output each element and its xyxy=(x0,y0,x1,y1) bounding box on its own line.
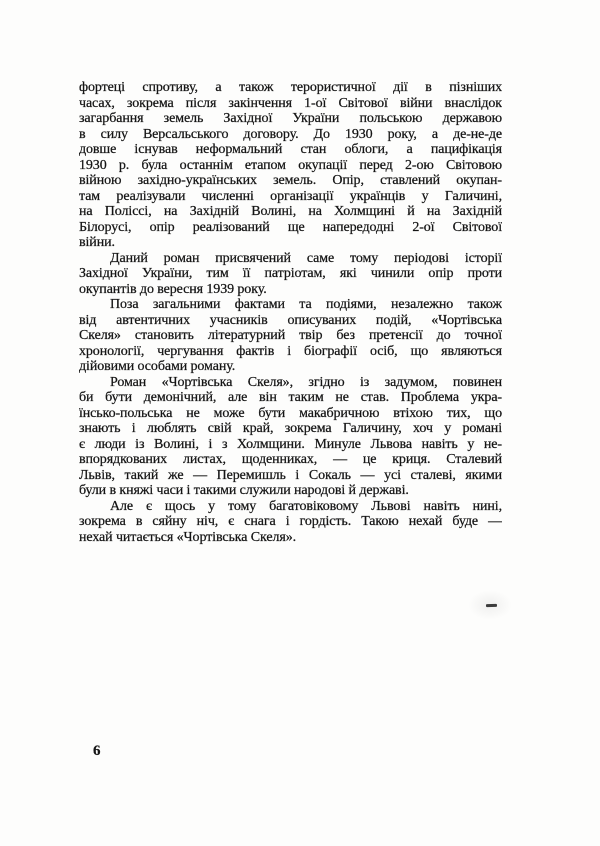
text-line: 1930 р. була останнім етапом окупації перед 2-ою Світовою xyxy=(79,157,502,173)
text-line: в силу Версальського договору. До 1930 року, а де-не-де xyxy=(79,126,502,142)
page-number: 6 xyxy=(93,743,101,759)
text-line: на Поліссі, на Західній Волині, на Холмщині й на Західній xyxy=(79,204,502,219)
text-line: Західної України, тим її патріотам, які чинили опір проти xyxy=(79,266,502,281)
text-line: були в княжі часи і такими служили народові й державі. xyxy=(79,483,409,498)
text-line: Але є щось у тому багатовіковому Львові навіть нині, xyxy=(110,498,502,514)
text-line: війни. xyxy=(79,235,115,250)
text-line: їнсько-польська не може бути макабричною втіхою тих, що xyxy=(79,405,502,421)
text-line: Скеля» становить літературний твір без претенсії до точної xyxy=(79,328,502,343)
text-line: Львів, такий же — Перемишль і Сокаль — усі сталеві, якими xyxy=(79,467,502,483)
text-line: часах, зокрема після закінчення 1-ої Світової війни внаслідок xyxy=(79,95,502,111)
text-line: Роман «Чортівська Скеля», згідно із задумом, повинен xyxy=(110,374,502,390)
text-line: фортеці спротиву, а також терористичної дії в пізніших xyxy=(79,80,502,95)
paragraph xyxy=(79,375,502,499)
paragraph xyxy=(79,499,502,546)
body-text xyxy=(79,80,502,545)
text-line: впорядкованих листах, щоденниках, — це криця. Сталевий xyxy=(79,452,502,467)
text-line: зокрема в сяйну ніч, є снага і гордість. Такою нехай буде — xyxy=(79,514,502,529)
text-line: війною західно-українських земель. Опір, ставлений окупан- xyxy=(79,173,502,188)
text-line: від автентичних учасників описуваних подій, «Чортівська xyxy=(79,312,502,328)
text-line: знають і люблять свій край, зокрема Галичину, хоч у романі xyxy=(79,421,502,436)
paragraph xyxy=(79,80,502,251)
text-line: хронології, чергування фактів і біографії осіб, що являються xyxy=(79,343,502,359)
text-line: довше існував неформальний стан облоги, а пацифікація xyxy=(79,142,502,157)
text-line: Білорусі, опір реалізований ще напередодні 2-ої Світової xyxy=(79,219,502,235)
ink-dash-mark xyxy=(486,604,497,607)
text-line: там реалізували численні організації українців у Галичині, xyxy=(79,188,502,204)
paragraph xyxy=(79,251,502,298)
text-line: є люди із Волині, і з Холмщини. Минуле Львова навіть у не- xyxy=(79,436,502,452)
text-line: дійовими особами роману. xyxy=(79,359,236,374)
text-line: Поза загальними фактами та подіями, незалежно також xyxy=(110,297,502,312)
paragraph xyxy=(79,297,502,375)
text-line: Даний роман присвячений саме тому періодові історії xyxy=(110,250,502,266)
text-line: загарбання земель Західної України польською державою xyxy=(79,111,502,126)
text-line: би бути демонічний, але він таким не став. Проблема укра- xyxy=(79,390,502,405)
text-line: окупантів до вересня 1939 року. xyxy=(79,281,267,297)
text-line: нехай читається «Чортівська Скеля». xyxy=(79,529,297,545)
